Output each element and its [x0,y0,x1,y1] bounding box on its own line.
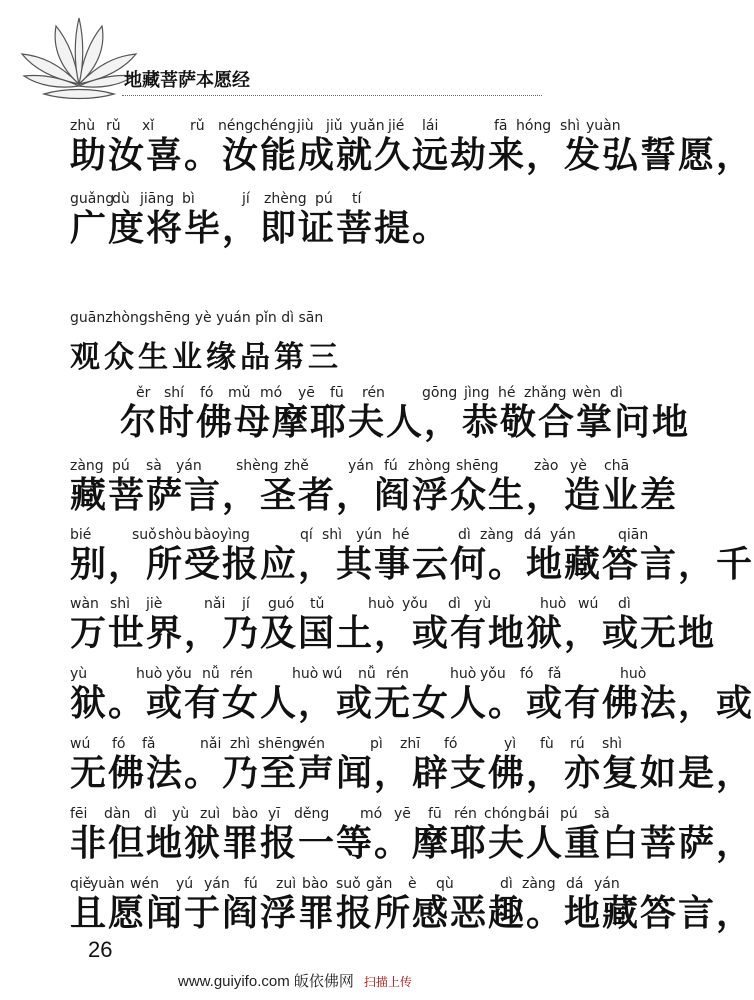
pinyin-syllable: yú [176,876,194,892]
pinyin-syllable: chéng [253,118,296,134]
pinyin-syllable: rǔ [190,118,205,134]
pinyin-syllable: hóng [516,118,552,134]
pinyin-syllable: guǎng [70,191,115,207]
pinyin-syllable: yē [394,806,411,822]
pinyin-syllable: fù [540,736,554,752]
pinyin-syllable: yù [70,666,88,682]
pinyin-syllable: bié [70,527,92,543]
pinyin-syllable: sà [594,806,610,822]
pinyin-syllable: mó [260,385,283,401]
scripture-text: 尔时佛母摩耶夫人，恭敬合掌问地 [120,402,691,443]
pinyin-syllable: zhǎng [524,385,567,401]
pinyin-syllable: yán [204,876,230,892]
text-line [70,458,679,528]
pinyin-syllable: tí [352,191,362,207]
chapter-pinyin: guānzhòngshēng yè yuán pǐn dì sān [70,310,324,326]
pinyin-syllable: fú [244,876,258,892]
pinyin-syllable: bào [232,806,259,822]
pinyin-syllable: fā [494,118,508,134]
text-line [70,596,717,666]
pinyin-syllable: dá [566,876,584,892]
pinyin-syllable: dàn [104,806,131,822]
scripture-text: 无佛法。乃至声闻，辟支佛，亦复如是， [70,753,754,794]
pinyin-syllable: yè [570,458,587,474]
pinyin-syllable: tǔ [310,596,325,612]
page-header [0,0,669,110]
pinyin-syllable: huò [450,666,477,682]
pinyin-syllable: wén [130,876,159,892]
pinyin-syllable: bì [182,191,195,207]
pinyin-syllable: sà [146,458,162,474]
pinyin-syllable: jiù [297,118,314,134]
pinyin-syllable: pú [315,191,333,207]
pinyin-syllable: wú [578,596,599,612]
pinyin-syllable: yī [268,806,281,822]
pinyin-syllable: shēng [456,458,499,474]
scripture-text: 狱。或有女人，或无女人。或有佛法，或 [70,683,754,724]
pinyin-syllable: zuì [200,806,221,822]
header-divider [122,95,542,96]
pinyin-syllable: rén [230,666,253,682]
watermark-text: www.guiyifo.com 皈依佛网 [178,973,354,990]
pinyin-syllable: jié [388,118,405,134]
pinyin-syllable: rén [454,806,477,822]
text-line [70,876,754,946]
pinyin-syllable: shì [110,596,131,612]
pinyin-syllable: zhòng [408,458,451,474]
pinyin-syllable: zhù [70,118,96,134]
pinyin-syllable: dì [144,806,157,822]
pinyin-syllable: zàng [480,527,514,543]
pinyin-syllable: jiǔ [326,118,343,134]
scripture-text: 助汝喜。汝能成就久远劫来，发弘誓愿， [70,135,754,176]
pinyin-syllable: rǔ [106,118,121,134]
pinyin-syllable: děng [294,806,330,822]
book-title: 地藏菩萨本愿经 [124,70,250,91]
scripture-text: 万世界，乃及国土，或有地狱，或无地 [70,613,717,654]
pinyin-syllable: yǒu [402,596,428,612]
pinyin-syllable: yán [348,458,374,474]
pinyin-syllable: bào [194,527,221,543]
pinyin-syllable: rén [386,666,409,682]
pinyin-syllable: guó [268,596,295,612]
pinyin-syllable: dì [448,596,461,612]
pinyin-syllable: dá [524,527,542,543]
pinyin-syllable: néng [218,118,254,134]
pinyin-syllable: dì [618,596,631,612]
pinyin-syllable: yǒu [480,666,506,682]
pinyin-syllable: yù [172,806,190,822]
pinyin-syllable: hé [498,385,516,401]
text-line [70,666,754,736]
pinyin-syllable: jìng [464,385,490,401]
pinyin-syllable: nǚ [202,666,220,682]
pinyin-syllable: è [408,876,417,892]
pinyin-syllable: shòu [158,527,192,543]
pinyin-syllable: fó [520,666,534,682]
scripture-text: 广度将毕，即证菩提。 [70,208,451,249]
pinyin-syllable: qiān [618,527,649,543]
pinyin-syllable: wú [70,736,91,752]
pinyin-syllable: yuàn [586,118,621,134]
pinyin-syllable: zào [534,458,559,474]
pinyin-syllable: yán [594,876,620,892]
pinyin-syllable: gōng [422,385,458,401]
pinyin-syllable: zàng [522,876,556,892]
pinyin-syllable: qiě [70,876,92,892]
pinyin-syllable: fó [444,736,458,752]
pinyin-syllable: yán [550,527,576,543]
pinyin-syllable: fú [384,458,398,474]
pinyin-syllable: dù [112,191,130,207]
pinyin-syllable: shēng [258,736,301,752]
pinyin-syllable: huò [540,596,567,612]
pinyin-syllable: hé [392,527,410,543]
pinyin-syllable: yì [504,736,517,752]
pinyin-syllable: rén [362,385,385,401]
pinyin-syllable: yún [356,527,383,543]
pinyin-syllable: yán [176,458,202,474]
pinyin-syllable: bào [302,876,329,892]
pinyin-syllable: yù [474,596,492,612]
pinyin-syllable: jí [242,191,250,207]
pinyin-syllable: yǒu [166,666,192,682]
pinyin-syllable: zhì [230,736,251,752]
pinyin-syllable: nǎi [204,596,226,612]
pinyin-syllable: yuǎn [350,118,385,134]
pinyin-syllable: pú [560,806,578,822]
pinyin-syllable: huò [368,596,395,612]
pinyin-syllable: dì [610,385,623,401]
pinyin-syllable: chóng [484,806,527,822]
pinyin-syllable: dì [458,527,471,543]
pinyin-syllable: mó [360,806,383,822]
pinyin-syllable: lái [422,118,439,134]
pinyin-syllable: wàn [70,596,99,612]
text-line [70,118,754,188]
pinyin-syllable: suǒ [132,527,157,543]
pinyin-syllable: fǎ [142,736,156,752]
pinyin-syllable: shèng [236,458,279,474]
chapter-heading [70,310,660,390]
scripture-text: 且愿闻于阎浮罪报所感恶趣。地藏答言， [70,893,754,934]
pinyin-syllable: zhě [284,458,309,474]
pinyin-syllable: fó [200,385,214,401]
pinyin-syllable: jí [242,596,250,612]
text-line [70,736,754,806]
pinyin-syllable: yuàn [90,876,125,892]
pinyin-syllable: pú [112,458,130,474]
scripture-text: 藏菩萨言，圣者，阎浮众生，造业差 [70,475,679,516]
text-line [120,385,691,455]
page-number: 26 [88,937,113,962]
pinyin-syllable: chā [604,458,630,474]
pinyin-syllable: fēi [70,806,88,822]
pinyin-syllable: wú [322,666,343,682]
scripture-text: 非但地狱罪报一等。摩耶夫人重白菩萨， [70,823,754,864]
scripture-text: 别，所受报应，其事云何。地藏答言，千 [70,544,754,585]
pinyin-syllable: huò [620,666,647,682]
pinyin-syllable: wén [296,736,325,752]
pinyin-syllable: zàng [70,458,104,474]
pinyin-syllable: fū [428,806,442,822]
pinyin-syllable: shì [602,736,623,752]
text-line [70,806,754,876]
pinyin-syllable: qí [300,527,313,543]
watermark-tag: 扫描上传 [363,975,412,989]
pinyin-syllable: fǎ [548,666,562,682]
pinyin-syllable: gǎn [366,876,393,892]
chapter-title: 观众生业缘品第三 [70,340,342,375]
pinyin-syllable: jiāng [140,191,175,207]
pinyin-syllable: huò [136,666,163,682]
pinyin-syllable: rú [570,736,585,752]
pinyin-syllable: fó [112,736,126,752]
pinyin-syllable: ěr [136,385,151,401]
pinyin-syllable: pì [370,736,383,752]
pinyin-syllable: mǔ [228,385,251,401]
pinyin-syllable: nǎi [200,736,222,752]
pinyin-syllable: yē [298,385,315,401]
pinyin-syllable: zuì [276,876,297,892]
site-watermark [178,970,412,991]
text-line [70,191,660,261]
pinyin-syllable: zhī [400,736,421,752]
text-line [70,527,754,597]
pinyin-syllable: bái [528,806,550,822]
pinyin-syllable: wèn [572,385,601,401]
pinyin-syllable: qù [436,876,454,892]
pinyin-syllable: fū [330,385,344,401]
pinyin-syllable: suǒ [336,876,361,892]
pinyin-syllable: zhèng [264,191,307,207]
pinyin-syllable: jiè [146,596,163,612]
pinyin-syllable: xǐ [142,118,155,134]
pinyin-syllable: shì [560,118,581,134]
pinyin-syllable: shì [322,527,343,543]
pinyin-syllable: dì [500,876,513,892]
pinyin-syllable: yìng [220,527,250,543]
pinyin-syllable: huò [292,666,319,682]
pinyin-syllable: shí [164,385,185,401]
pinyin-syllable: nǚ [358,666,376,682]
